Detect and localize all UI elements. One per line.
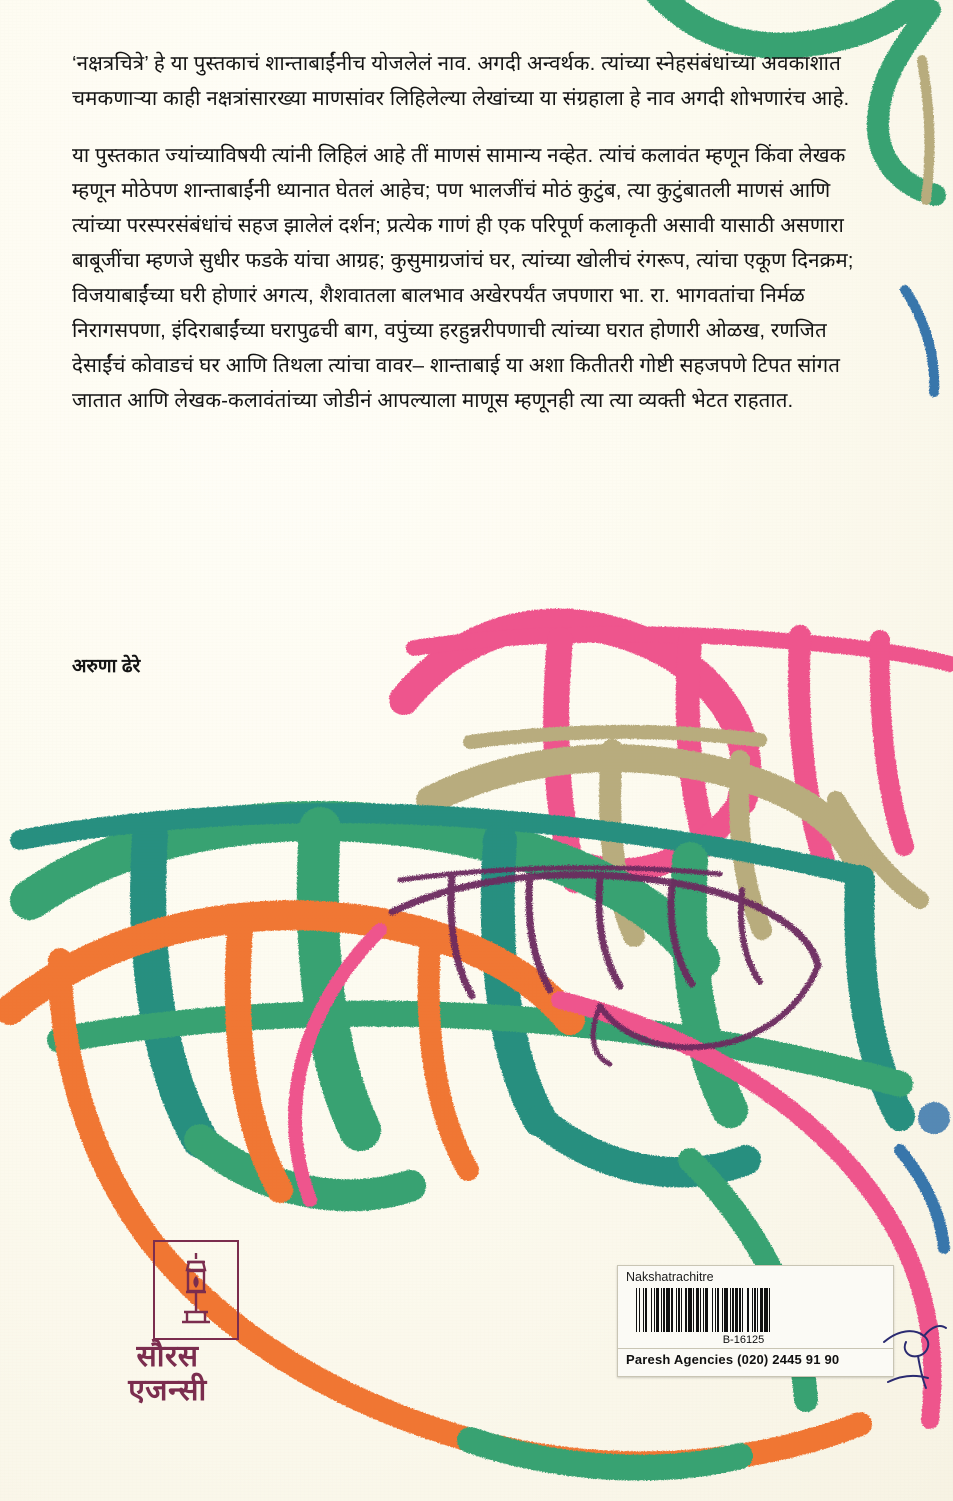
sticker-divider [618, 1348, 893, 1349]
lamp-icon [174, 1250, 218, 1330]
barcode-bar [770, 1288, 772, 1332]
blurb-paragraph-1: ‘नक्षत्रचित्रे’ हे या पुस्तकाचं शान्ताबाईंनीच योजलेलं नाव. अगदी अन्वर्थक. त्यांच्या स्नेहसंबंधांच्या अवकाशात चमकणाऱ्या काही नक्षत्रांसारख्या माणसांवर लिहिलेल्या लेखांच्या या संग्रहाला हे नाव अगदी शोभणारंच आहे. [72, 52, 850, 110]
blurb-paragraph-2: या पुस्तकात ज्यांच्याविषयी त्यांनी लिहिलं आहे तीं माणसं सामान्य नव्हेत. त्यांचं कलावंत म्हणून किंवा लेखक म्हणून मोठेपण शान्ताबाईंनी ध्यानात घेतलं आहेच; पण भालजींचं मोठं कुटुंब, त्या कुटुंबातली माणसं आणि त्यांच्या परस्परसंबंधांचं सहज झालेलं दर्शन; प्रत्येक गाणं ही एक परिपूर्ण कलाकृती असावी यासाठी असणारा बाबूजींचा म्हणजे सुधीर फडके यांचा आग्रह; कुसुमाग्रजांचं घर, त्यांच्या खोलीचं रंगरूप, त्यांचा एकूण दिनक्रम; विजयाबाईंच्या घरी होणारं अगत्य, शैशवातला बालभाव अखेरपर्यंत जपणारा भा. रा. भागवतांचा निर्मळ निरागसपणा, इंदिराबाईंच्या घरापुढची बाग, वपुंच्या हरहुन्नरीपणाची त्यांच्या घरात होणारी ओळख, रणजित देसाईंचं कोवाडचं घर आणि तिथला त्यांचा वावर– शान्ताबाई या अशा कितीतरी गोष्टी सहजपणे टिपत सांगत जातात आणि लेखक-कलावंतांच्या जोडीनं आपल्याला माणूस म्हणूनही त्या त्या व्यक्ती भेटत राहतात. [72, 144, 854, 412]
publisher-name-line2: एजन्सी [128, 1374, 207, 1407]
handwritten-note [880, 1312, 950, 1402]
publisher-name [75, 1340, 260, 1408]
author-credit: अरुणा ढेरे [72, 656, 141, 677]
barcode [636, 1288, 851, 1332]
sticker-agency: Paresh Agencies (020) 2445 91 90 [626, 1352, 840, 1367]
barcode-sticker [617, 1265, 894, 1377]
back-cover-blurb [72, 46, 882, 440]
publisher-name-line1: सौरस [136, 1340, 199, 1373]
sticker-title: Nakshatrachitre [626, 1270, 714, 1284]
sticker-code: B-16125 [722, 1334, 765, 1346]
publisher-logo [75, 1240, 265, 1420]
logo-frame [153, 1240, 239, 1340]
